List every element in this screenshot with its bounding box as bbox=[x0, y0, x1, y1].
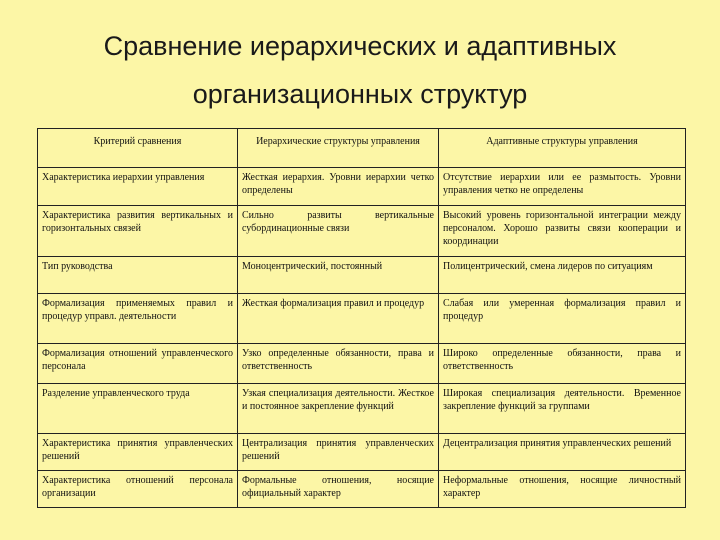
criterion-cell: Характеристика принятия управленческих решений bbox=[38, 434, 238, 471]
header-adaptive: Адаптивные структуры управления bbox=[439, 129, 686, 168]
table-row bbox=[38, 384, 686, 434]
adaptive-cell: Полицентрический, смена лидеров по ситуациям bbox=[439, 257, 686, 294]
adaptive-cell: Слабая или умеренная формализация правил и процедур bbox=[439, 294, 686, 344]
adaptive-cell: Децентрализация принятия управленческих решений bbox=[439, 434, 686, 471]
criterion-cell: Разделение управленческого труда bbox=[38, 384, 238, 434]
adaptive-cell: Высокий уровень горизонтальной интеграции между персоналом. Хорошо развиты связи кооперации и координации bbox=[439, 206, 686, 257]
criterion-cell: Формализация применяемых правил и процедур управл. деятельности bbox=[38, 294, 238, 344]
header-criterion: Критерий сравнения bbox=[38, 129, 238, 168]
criterion-cell: Формализация отношений управленческого персонала bbox=[38, 344, 238, 384]
adaptive-cell: Широкая специализация деятельности. Временное закрепление функций за группами bbox=[439, 384, 686, 434]
comparison-table bbox=[37, 128, 686, 508]
table-row bbox=[38, 434, 686, 471]
hierarchical-cell: Моноцентрический, постоянный bbox=[238, 257, 439, 294]
table-row bbox=[38, 471, 686, 508]
hierarchical-cell: Жесткая иерархия. Уровни иерархии четко определены bbox=[238, 168, 439, 206]
adaptive-cell: Неформальные отношения, носящие личностный характер bbox=[439, 471, 686, 508]
table-row bbox=[38, 168, 686, 206]
criterion-cell: Характеристика иерархии управления bbox=[38, 168, 238, 206]
table-row bbox=[38, 206, 686, 257]
table-row bbox=[38, 257, 686, 294]
criterion-cell: Тип руководства bbox=[38, 257, 238, 294]
table-row bbox=[38, 344, 686, 384]
adaptive-cell: Отсутствие иерархии или ее размытость. Уровни управления четко не определены bbox=[439, 168, 686, 206]
hierarchical-cell: Централизация принятия управленческих решений bbox=[238, 434, 439, 471]
header-hierarchical: Иерархические структуры управления bbox=[238, 129, 439, 168]
criterion-cell: Характеристика отношений персонала организации bbox=[38, 471, 238, 508]
criterion-cell: Характеристика развития вертикальных и горизонтальных связей bbox=[38, 206, 238, 257]
hierarchical-cell: Жесткая формализация правил и процедур bbox=[238, 294, 439, 344]
slide-title bbox=[0, 22, 720, 118]
hierarchical-cell: Формальные отношения, носящие официальный характер bbox=[238, 471, 439, 508]
slide-title-line-1: Сравнение иерархических и адаптивных bbox=[103, 31, 617, 61]
hierarchical-cell: Сильно развиты вертикальные субординационные связи bbox=[238, 206, 439, 257]
table-row bbox=[38, 294, 686, 344]
hierarchical-cell: Узкая специализация деятельности. Жесткое и постоянное закрепление функций bbox=[238, 384, 439, 434]
hierarchical-cell: Узко определенные обязанности, права и ответственность bbox=[238, 344, 439, 384]
slide-title-line-2: организационных структур bbox=[192, 79, 528, 109]
adaptive-cell: Широко определенные обязанности, права и ответственность bbox=[439, 344, 686, 384]
table-header-row bbox=[38, 129, 686, 168]
